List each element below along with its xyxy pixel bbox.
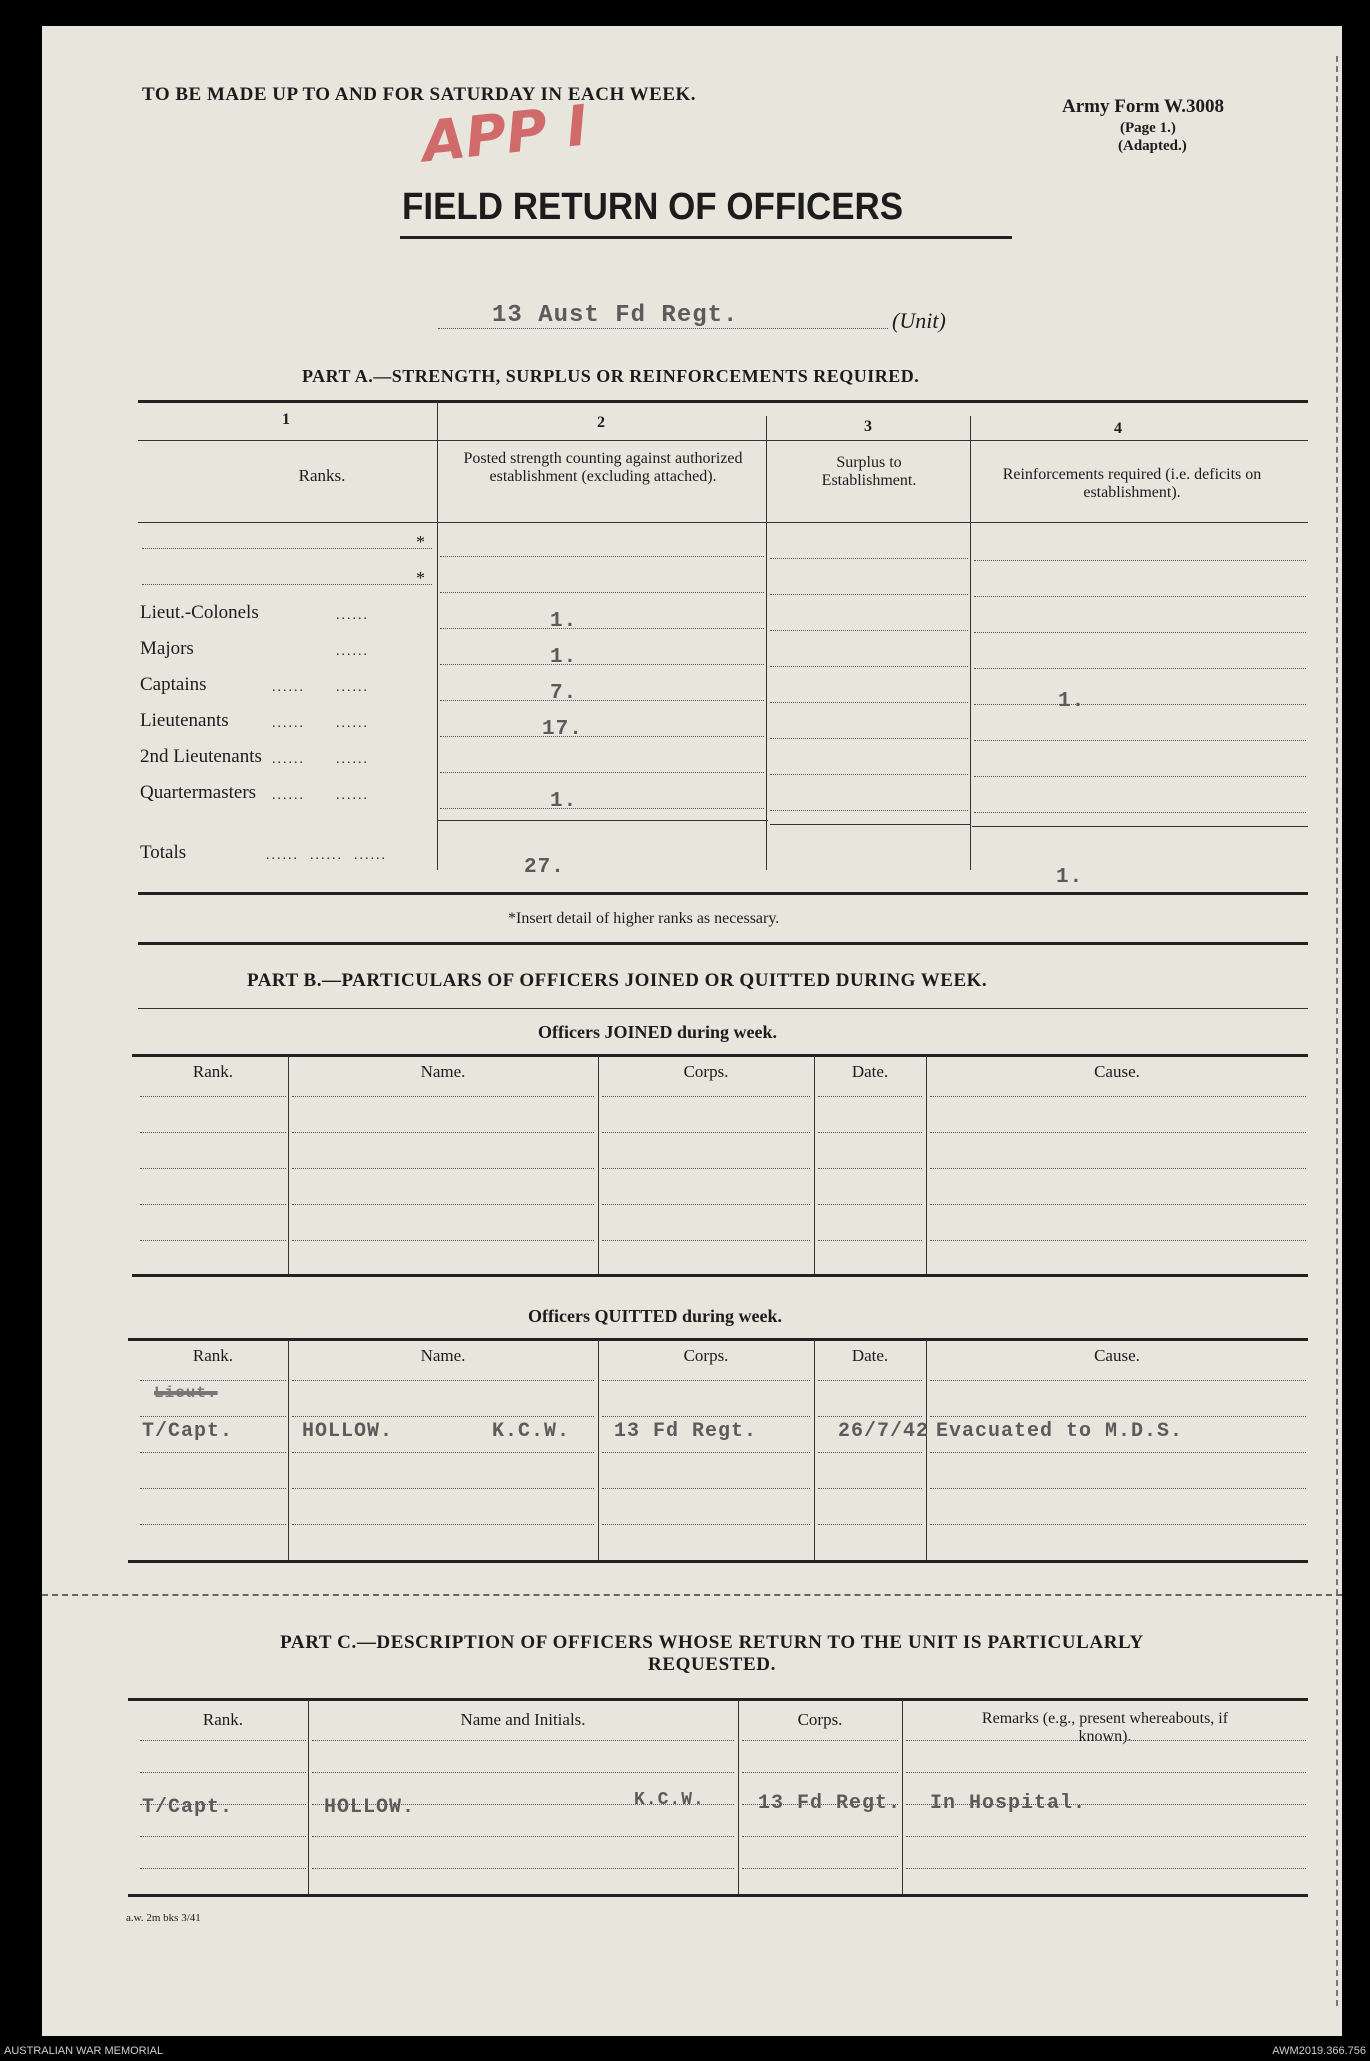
rank-leader: ...... [336, 752, 369, 767]
perforation-right [1336, 56, 1338, 2006]
row-rule [770, 774, 968, 775]
row-rule [906, 1836, 1306, 1837]
joined-heading: Officers JOINED during week. [538, 1022, 777, 1042]
row-rule [312, 1836, 734, 1837]
row-rule [818, 1096, 922, 1097]
row-rule [292, 1132, 594, 1133]
col-divider [598, 1056, 599, 1274]
col-divider [437, 400, 438, 870]
part-b-rule [138, 1008, 1308, 1009]
part-c-name: HOLLOW. [324, 1796, 416, 1819]
row-rule [292, 1452, 594, 1453]
rank-dotted-line [142, 584, 432, 585]
posted-strength-value: 1. [550, 610, 578, 633]
row-rule [140, 1240, 286, 1241]
form-adapted: (Adapted.) [1118, 138, 1187, 154]
row-rule [292, 1488, 594, 1489]
row-rule [974, 740, 1306, 741]
row-rule [602, 1096, 810, 1097]
rank-leader: ...... [272, 680, 305, 695]
row-rule [292, 1524, 594, 1525]
part-c-initials: K.C.W. [634, 1790, 705, 1810]
quitted-corps: 13 Fd Regt. [614, 1420, 758, 1443]
posted-strength-value: 7. [550, 682, 578, 705]
row-rule [974, 632, 1306, 633]
row-rule [602, 1168, 810, 1169]
col-header-corps: Corps. [683, 1062, 729, 1081]
part-a-bottom-rule [138, 892, 1308, 895]
col-number-3: 3 [864, 418, 872, 435]
col-header-rank: Rank. [192, 1346, 234, 1365]
row-rule [930, 1452, 1306, 1453]
row-rule [906, 1740, 1306, 1741]
row-rule [818, 1240, 922, 1241]
row-rule [292, 1240, 594, 1241]
row-rule [818, 1452, 922, 1453]
row-rule [140, 1772, 306, 1773]
col-divider [926, 1056, 927, 1274]
quitted-name: HOLLOW. [302, 1420, 394, 1443]
col-divider [766, 416, 767, 870]
rank-label: Lieut.-Colonels [140, 602, 259, 623]
row-rule [292, 1380, 594, 1381]
form-number: Army Form W.3008 [1062, 96, 1225, 117]
row-rule [440, 592, 764, 593]
row-rule [440, 628, 764, 629]
row-rule [818, 1168, 922, 1169]
quitted-bottom-rule [128, 1560, 1308, 1563]
row-rule [440, 736, 764, 737]
row-rule [974, 560, 1306, 561]
row-rule [440, 700, 764, 701]
row-rule [602, 1204, 810, 1205]
row-rule [742, 1772, 898, 1773]
part-b-top-rule [138, 942, 1308, 945]
title-underline [400, 236, 1012, 239]
row-rule [770, 630, 968, 631]
row-rule [818, 1416, 922, 1417]
unit-label: (Unit) [892, 308, 946, 333]
row-rule [906, 1772, 1306, 1773]
part-c-bottom-rule [128, 1894, 1308, 1897]
joined-bottom-rule [132, 1274, 1308, 1277]
col-divider [814, 1056, 815, 1274]
row-rule [140, 1096, 286, 1097]
col-header-reinforcements: Reinforcements required (i.e. deficits on establishment). [1002, 466, 1262, 501]
row-rule [140, 1524, 286, 1525]
row-rule [818, 1204, 922, 1205]
row-rule [602, 1380, 810, 1381]
rank-leader: ...... [272, 752, 305, 767]
struck-out-entry: Lieut. [154, 1384, 218, 1402]
col-header-rank: Rank. [192, 1062, 234, 1081]
col-divider [598, 1340, 599, 1560]
col-divider [814, 1340, 815, 1560]
col-header-name-initials: Name and Initials. [460, 1710, 586, 1729]
part-c-remarks: In Hospital. [930, 1792, 1087, 1815]
row-rule [140, 1416, 286, 1417]
col-header-corps: Corps. [797, 1710, 843, 1729]
col-header-corps: Corps. [683, 1346, 729, 1365]
row-rule [140, 1740, 306, 1741]
row-rule [770, 558, 968, 559]
row-rule [974, 704, 1306, 705]
form-sheet [42, 26, 1342, 2036]
part-c-rank: T/Capt. [142, 1796, 234, 1819]
col-header-ranks: Ranks. [298, 466, 346, 485]
row-rule [770, 702, 968, 703]
part-a-footnote: *Insert detail of higher ranks as necessary. [508, 910, 780, 927]
asterisk-marker: * [416, 532, 425, 552]
row-rule [602, 1132, 810, 1133]
part-c-corps: 13 Fd Regt. [758, 1792, 902, 1815]
header-row-rule [138, 522, 1308, 523]
footer-right: AWM2019.366.756 [1272, 2045, 1366, 2057]
rank-leader: ...... [336, 716, 369, 731]
quitted-initials: K.C.W. [492, 1420, 571, 1443]
row-rule [930, 1096, 1306, 1097]
rank-label: Captains [140, 674, 207, 695]
col-header-surplus: Surplus to Establishment. [821, 454, 917, 489]
asterisk-marker: * [416, 568, 425, 588]
rank-leader: ...... [336, 644, 369, 659]
col-header-posted: Posted strength counting against authorized establishment (excluding attached). [463, 450, 743, 485]
rank-label: Quartermasters [140, 782, 257, 803]
row-rule [602, 1452, 810, 1453]
rank-leader: ...... [272, 716, 305, 731]
handwritten-annotation: APP I [419, 93, 591, 176]
row-rule [140, 1488, 286, 1489]
rank-leader: ...... [336, 680, 369, 695]
row-rule [930, 1240, 1306, 1241]
row-rule [312, 1740, 734, 1741]
posted-strength-value: 1. [550, 646, 578, 669]
rank-label: Majors [140, 638, 194, 659]
quitted-cause: Evacuated to M.D.S. [936, 1420, 1184, 1443]
row-rule [974, 812, 1306, 813]
rank-dotted-line [142, 548, 432, 549]
joined-top-rule [132, 1054, 1308, 1057]
col-header-rank: Rank. [202, 1710, 244, 1729]
reinforcements-value: 1. [1058, 690, 1086, 713]
row-rule [140, 1204, 286, 1205]
rank-label: 2nd Lieutenants [140, 746, 262, 767]
row-rule [140, 1452, 286, 1453]
row-rule [292, 1096, 594, 1097]
row-rule [140, 1380, 286, 1381]
unit-value: 13 Aust Fd Regt. [492, 302, 739, 329]
row-rule [818, 1132, 922, 1133]
number-row-rule [138, 440, 1308, 441]
row-rule [818, 1380, 922, 1381]
row-rule [140, 1868, 306, 1869]
print-code: a.w. 2m bks 3/41 [126, 1912, 201, 1924]
row-rule [770, 594, 968, 595]
col-header-cause: Cause. [1094, 1346, 1140, 1365]
col-header-date: Date. [851, 1062, 889, 1081]
col-header-name: Name. [420, 1346, 466, 1365]
col-number-4: 4 [1114, 420, 1122, 437]
col-header-remarks: Remarks (e.g., present whereabouts, if known). [981, 1710, 1229, 1745]
row-rule [742, 1836, 898, 1837]
row-rule [770, 666, 968, 667]
rank-label: Lieutenants [140, 710, 229, 731]
row-rule [906, 1868, 1306, 1869]
row-rule [292, 1168, 594, 1169]
rank-leader: ...... [272, 788, 305, 803]
row-rule [930, 1132, 1306, 1133]
row-rule [292, 1204, 594, 1205]
row-rule [292, 1416, 594, 1417]
row-rule [974, 668, 1306, 669]
quitted-top-rule [128, 1338, 1308, 1341]
row-rule [312, 1868, 734, 1869]
part-c-heading [142, 1632, 1282, 1676]
totals-posted: 27. [524, 856, 565, 879]
row-rule [440, 808, 764, 809]
rank-leader: ...... [336, 608, 369, 623]
row-rule [602, 1524, 810, 1525]
part-c-heading-line1: PART C.—DESCRIPTION OF OFFICERS WHOSE RETURN TO THE UNIT IS PARTICULARLY [280, 1632, 1144, 1653]
quitted-heading: Officers QUITTED during week. [528, 1306, 782, 1326]
row-rule [930, 1204, 1306, 1205]
col-number-1: 1 [282, 411, 290, 428]
row-rule [930, 1416, 1306, 1417]
page-title: FIELD RETURN OF OFFICERS [402, 186, 904, 228]
part-a-top-rule [138, 400, 1308, 403]
quitted-date: 26/7/42 [838, 1420, 930, 1443]
perforation-line [42, 1594, 1342, 1596]
col-number-2: 2 [597, 414, 605, 431]
col-divider [288, 1340, 289, 1560]
form-page: (Page 1.) [1120, 120, 1176, 136]
row-rule [930, 1524, 1306, 1525]
row-rule [140, 1168, 286, 1169]
row-rule [974, 776, 1306, 777]
rank-leader: ...... [336, 788, 369, 803]
row-rule [440, 556, 764, 557]
posted-strength-value: 17. [542, 718, 583, 741]
row-rule [742, 1740, 898, 1741]
row-rule [930, 1168, 1306, 1169]
quitted-rank: T/Capt. [142, 1420, 234, 1443]
totals-rule [972, 826, 1308, 827]
totals-rule [770, 824, 970, 825]
row-rule [312, 1772, 734, 1773]
totals-reinforcements: 1. [1056, 866, 1084, 889]
footer-left: AUSTRALIAN WAR MEMORIAL [4, 2045, 164, 2057]
posted-strength-value: 1. [550, 790, 578, 813]
part-a-heading: PART A.—STRENGTH, SURPLUS OR REINFORCEMENTS REQUIRED. [302, 366, 920, 386]
row-rule [770, 738, 968, 739]
instruction-text: TO BE MADE UP TO AND FOR SATURDAY IN EACH WEEK. [142, 84, 697, 105]
row-rule [930, 1380, 1306, 1381]
col-divider [288, 1056, 289, 1274]
row-rule [818, 1524, 922, 1525]
row-rule [818, 1488, 922, 1489]
row-rule [742, 1868, 898, 1869]
totals-leader: ...... ...... ...... [266, 848, 387, 863]
col-divider [926, 1340, 927, 1560]
totals-rule [438, 820, 768, 821]
part-b-heading: PART B.—PARTICULARS OF OFFICERS JOINED OR QUITTED DURING WEEK. [247, 970, 988, 991]
totals-label: Totals [140, 842, 187, 863]
row-rule [602, 1488, 810, 1489]
row-rule [974, 596, 1306, 597]
row-rule [770, 810, 968, 811]
col-header-name: Name. [420, 1062, 466, 1081]
row-rule [440, 772, 764, 773]
col-header-date: Date. [851, 1346, 889, 1365]
row-rule [602, 1240, 810, 1241]
col-divider [970, 416, 971, 870]
row-rule [602, 1416, 810, 1417]
part-c-heading-line2: REQUESTED. [648, 1654, 776, 1675]
col-header-cause: Cause. [1094, 1062, 1140, 1081]
row-rule [930, 1488, 1306, 1489]
row-rule [140, 1132, 286, 1133]
row-rule [440, 664, 764, 665]
row-rule [140, 1836, 306, 1837]
part-c-top-rule [128, 1698, 1308, 1701]
